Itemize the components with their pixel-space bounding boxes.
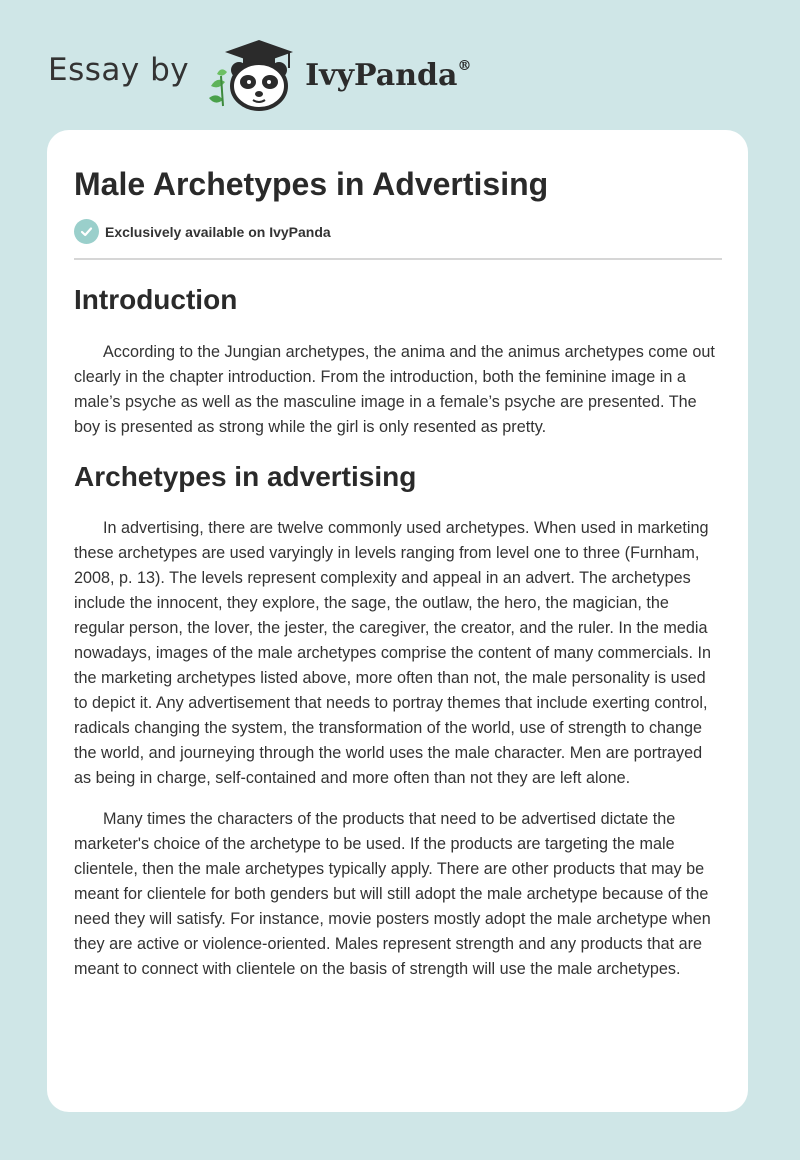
check-icon (74, 219, 99, 244)
brand-text: IvyPanda (305, 57, 458, 93)
section-heading-archetypes: Archetypes in advertising (74, 461, 417, 492)
paragraph: Many times the characters of the products that need to be advertised dictate the marketer's choice of the archetype to be used. If the products are targeting the male clientele, then the male archetypes typically apply. There are other products that may be meant for clientele for both genders but will still adopt the male archetype because of the need they will satisfy. For instance, movie posters mostly adopt the male archetype when they are active or violence-oriented. Males represent strength and any products that are meant to connect with clientele on the basis of strength will use the male archetypes. (74, 810, 711, 978)
essay-card (47, 130, 748, 1112)
site-header (48, 36, 471, 112)
essay-title: Male Archetypes in Advertising (74, 166, 549, 202)
essay-by-label: Essay by (48, 52, 190, 88)
exclusive-badge (74, 219, 722, 244)
exclusive-text: Exclusively available on IvyPanda (105, 223, 331, 240)
divider (74, 258, 722, 260)
paragraph: In advertising, there are twelve commonly used archetypes. When used in marketing these archetypes are used varyingly in levels ranging from level one to three (Furnham, 2008, p. 13). The levels represent complexity and appeal in an advert. The archetypes include the innocent, they explore, the sage, the outlaw, the hero, the magician, the regular person, the lover, the jester, the caregiver, the creator, and the ruler. In the media nowadays, images of the male archetypes comprise the content of many commercials. In the marketing archetypes listed above, more often than not, the male personality is used to depict it. Any advertisement that needs to portray themes that include exerting control, radicals changing the system, the transformation of the world, use of strength to change the world, and journeying through the world uses the male character. Men are portrayed as being in charge, self-contained and more often than not they are left alone. (74, 519, 712, 787)
brand-name[interactable] (305, 58, 471, 93)
section-heading-introduction: Introduction (74, 284, 238, 315)
panda-logo-icon[interactable] (203, 36, 299, 112)
registered-mark: ® (457, 57, 472, 74)
paragraph: According to the Jungian archetypes, the anima and the animus archetypes come out clearly in the chapter introduction. From the introduction, both the feminine image in a male’s psyche as well as the masculine image in a female’s psyche are presented. The boy is presented as strong while the girl is only resented as pretty. (74, 343, 715, 436)
